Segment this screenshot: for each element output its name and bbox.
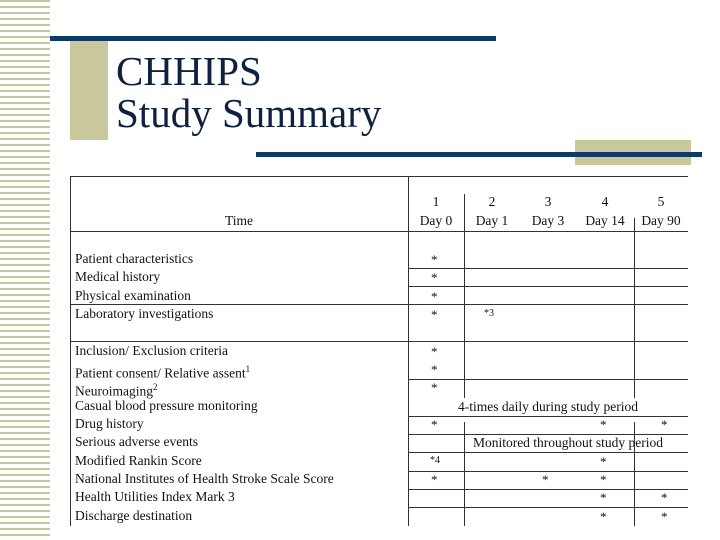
- mark-star: *: [600, 490, 607, 505]
- mark-star: *: [431, 344, 438, 359]
- visit-day-1: Day 0: [419, 213, 453, 228]
- mark-star: *: [600, 417, 607, 432]
- group-divider: [408, 507, 688, 508]
- footnote-marker: 2: [152, 382, 158, 392]
- mark-star: *: [431, 472, 438, 487]
- header-divider: [70, 231, 688, 232]
- mark-star: *: [431, 362, 438, 377]
- group-divider: [408, 489, 688, 490]
- row-label: Patient consent/ Relative assent: [75, 365, 246, 381]
- row-label: Discharge destination: [75, 508, 193, 523]
- mark-star: *: [542, 472, 549, 487]
- group-divider: [408, 379, 688, 380]
- title-top-bar: [50, 36, 496, 41]
- mark-star: *: [600, 454, 607, 469]
- col-divider: [634, 218, 635, 398]
- visit-number-4: 4: [601, 194, 609, 209]
- time-label: Time: [224, 213, 253, 228]
- mark-star: *: [661, 509, 668, 524]
- row-label: Medical history: [75, 269, 161, 284]
- table-top-border: [70, 176, 688, 177]
- row-label: Laboratory investigations: [75, 306, 214, 321]
- mark-star: *: [600, 472, 607, 487]
- mark-star: *: [431, 270, 438, 285]
- mark-star: *: [431, 307, 438, 322]
- mark-star: *: [431, 289, 438, 304]
- visit-day-2: Day 1: [475, 213, 509, 228]
- decorative-stripes: [0, 0, 50, 540]
- group-divider: [408, 286, 688, 287]
- title-accent-block: [70, 40, 108, 140]
- mark-star-sup4: *4: [430, 455, 440, 466]
- row-label: Neuroimaging: [75, 383, 153, 399]
- bp-monitoring-note: 4-times daily during study period: [458, 399, 638, 414]
- visit-day-5: Day 90: [641, 213, 681, 228]
- mark-star: *: [431, 380, 438, 395]
- group-divider: [408, 268, 688, 269]
- mark-star-sup3: *3: [484, 308, 494, 319]
- row-label: Drug history: [75, 416, 144, 431]
- row-label: Patient characteristics: [75, 251, 194, 266]
- group-divider: [408, 416, 688, 417]
- row-label: National Institutes of Health Stroke Scale Score: [75, 471, 334, 486]
- mark-star: *: [600, 509, 607, 524]
- row-label: Casual blood pressure monitoring: [75, 398, 258, 413]
- title-line-1: CHHIPS: [116, 48, 262, 94]
- row-label: Serious adverse events: [75, 434, 198, 449]
- col-divider: [464, 218, 465, 398]
- title-line-2: Study Summary: [116, 90, 382, 136]
- mark-star: *: [661, 490, 668, 505]
- row-label: Physical examination: [75, 288, 191, 303]
- visit-day-3: Day 3: [531, 213, 565, 228]
- study-schedule-table: [70, 176, 688, 526]
- mark-star: *: [431, 417, 438, 432]
- group-divider: [408, 452, 688, 453]
- visit-number-2: 2: [488, 194, 496, 209]
- mark-star: *: [661, 417, 668, 432]
- row-label: Modified Rankin Score: [75, 453, 202, 468]
- title-bottom-bar: [256, 152, 702, 157]
- visit-day-4: Day 14: [585, 213, 625, 228]
- sae-note: Monitored throughout study period: [472, 435, 664, 450]
- page-title: [116, 50, 381, 134]
- visit-number-1: 1: [432, 194, 440, 209]
- mark-star: *: [431, 252, 438, 267]
- visit-number-5: 5: [657, 194, 665, 209]
- row-label: Health Utilities Index Mark 3: [75, 489, 235, 504]
- row-label: Inclusion/ Exclusion criteria: [75, 343, 228, 358]
- footnote-marker: 1: [245, 364, 251, 374]
- visit-number-3: 3: [544, 194, 552, 209]
